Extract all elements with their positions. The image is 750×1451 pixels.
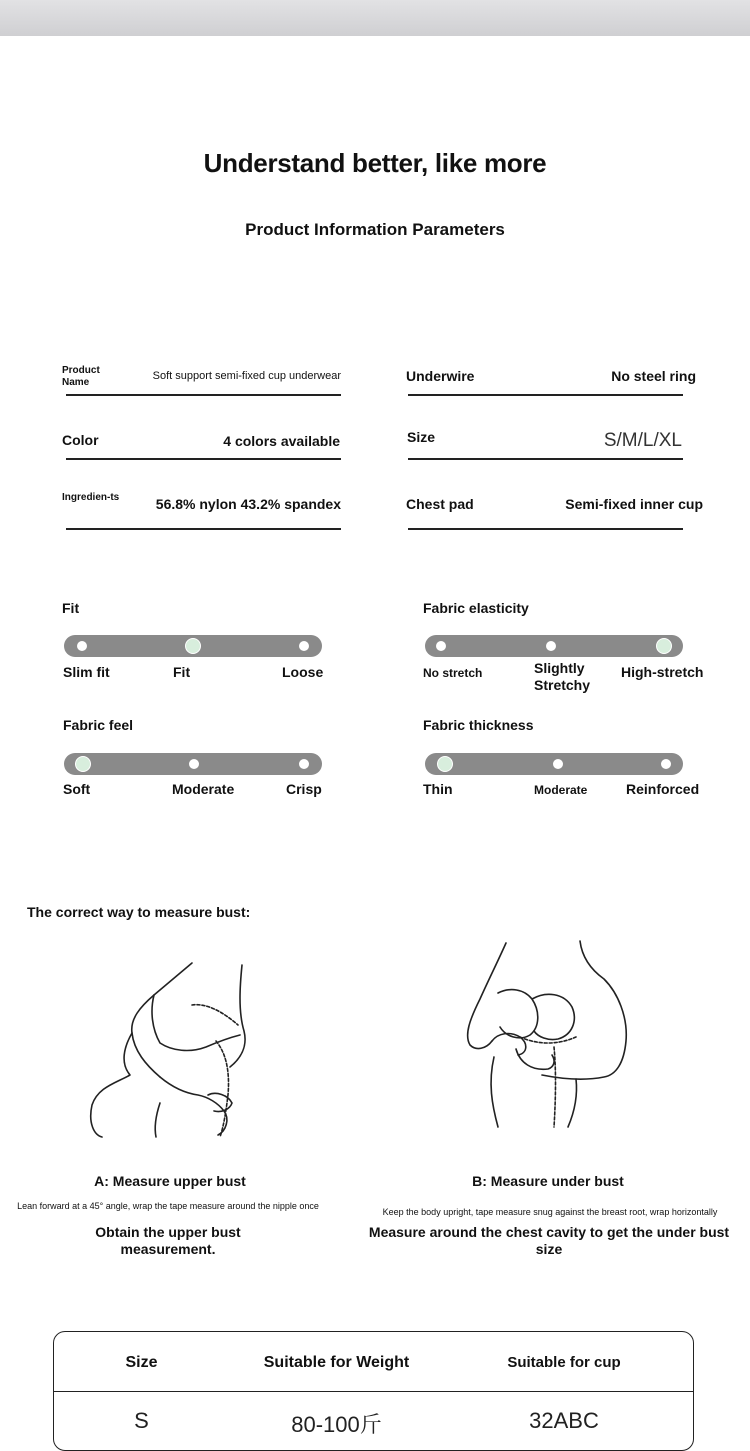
feel-dot-crisp bbox=[299, 759, 309, 769]
under-bust-illustration bbox=[458, 937, 638, 1132]
size-cell: S bbox=[134, 1408, 149, 1433]
measure-a-note: Lean forward at a 45° angle, wrap the tape measure around the nipple once bbox=[17, 1201, 319, 1211]
measure-b-title: B: Measure under bust bbox=[472, 1173, 624, 1189]
ingredients-value: 56.8% nylon 43.2% spandex bbox=[155, 496, 341, 512]
elasticity-dot-slight bbox=[546, 641, 556, 651]
underwire-value: No steel ring bbox=[611, 368, 696, 384]
thickness-label: Fabric thickness bbox=[423, 717, 534, 733]
thickness-dot-moderate bbox=[553, 759, 563, 769]
divider bbox=[408, 458, 683, 460]
fit-dot-loose bbox=[299, 641, 309, 651]
divider bbox=[408, 394, 683, 396]
size-table bbox=[53, 1331, 694, 1451]
elasticity-dot-none bbox=[436, 641, 446, 651]
elasticity-label: Fabric elasticity bbox=[423, 600, 529, 616]
section-subtitle: Product Information Parameters bbox=[245, 220, 505, 239]
fit-tick-fit: Fit bbox=[173, 664, 191, 680]
color-label: Color bbox=[62, 432, 99, 448]
elasticity-tick-slight: Slightly Stretchy bbox=[534, 660, 591, 693]
divider bbox=[408, 528, 683, 530]
thickness-tick-moderate: Moderate bbox=[534, 783, 588, 797]
fit-label: Fit bbox=[62, 600, 80, 616]
chest-pad-label: Chest pad bbox=[406, 496, 474, 512]
thickness-dot-thin-selected bbox=[437, 756, 453, 772]
size-value: S/M/L/XL bbox=[603, 430, 682, 451]
weight-cell: 80-100斤 bbox=[291, 1412, 382, 1437]
cup-column-header: Suitable for cup bbox=[507, 1354, 621, 1371]
thickness-dot-reinforced bbox=[661, 759, 671, 769]
upper-bust-illustration bbox=[80, 955, 270, 1140]
feel-tick-crisp: Crisp bbox=[286, 781, 322, 797]
divider bbox=[66, 394, 341, 396]
page-title: Understand better, like more bbox=[203, 148, 547, 178]
measure-b-result: Measure around the chest cavity to get the under bust size bbox=[368, 1224, 730, 1257]
product-name-label: Product Name bbox=[62, 365, 100, 388]
measure-a-title: A: Measure upper bust bbox=[94, 1173, 246, 1189]
fit-slider-track bbox=[64, 635, 322, 657]
top-banner-strip bbox=[0, 0, 750, 36]
fit-tick-slim: Slim fit bbox=[63, 664, 110, 680]
fit-dot-slim bbox=[77, 641, 87, 651]
ingredients-label: Ingredien-ts bbox=[62, 492, 120, 503]
measure-section-title: The correct way to measure bust: bbox=[27, 904, 251, 920]
thickness-tick-thin: Thin bbox=[423, 781, 453, 797]
size-label: Size bbox=[407, 429, 436, 445]
elasticity-slider-track bbox=[425, 635, 683, 657]
fit-dot-fit-selected bbox=[185, 638, 201, 654]
thickness-tick-reinforced: Reinforced bbox=[626, 781, 700, 797]
feel-slider-track bbox=[64, 753, 322, 775]
weight-column-header: Suitable for Weight bbox=[263, 1354, 410, 1371]
color-value: 4 colors available bbox=[223, 433, 340, 449]
divider bbox=[66, 528, 341, 530]
product-name-value: Soft support semi-fixed cup underwear bbox=[152, 370, 341, 382]
elasticity-dot-high-selected bbox=[656, 638, 672, 654]
elasticity-tick-none: No stretch bbox=[423, 666, 483, 680]
feel-dot-moderate bbox=[189, 759, 199, 769]
feel-dot-soft-selected bbox=[75, 756, 91, 772]
underwire-label: Underwire bbox=[406, 368, 475, 384]
size-column-header: Size bbox=[125, 1354, 158, 1371]
thickness-slider-track bbox=[425, 753, 683, 775]
measure-a-result: Obtain the upper bust measurement. bbox=[95, 1224, 241, 1257]
divider bbox=[66, 458, 341, 460]
measure-b-note: Keep the body upright, tape measure snug against the breast root, wrap horizontally bbox=[382, 1207, 718, 1217]
feel-label: Fabric feel bbox=[63, 717, 134, 733]
cup-cell: 32ABC bbox=[529, 1408, 599, 1433]
fit-tick-loose: Loose bbox=[282, 664, 324, 680]
chest-pad-value: Semi-fixed inner cup bbox=[565, 496, 703, 512]
table-header-divider bbox=[54, 1391, 693, 1392]
feel-tick-soft: Soft bbox=[63, 781, 91, 797]
elasticity-tick-high: High-stretch bbox=[621, 664, 704, 680]
feel-tick-moderate: Moderate bbox=[172, 781, 235, 797]
